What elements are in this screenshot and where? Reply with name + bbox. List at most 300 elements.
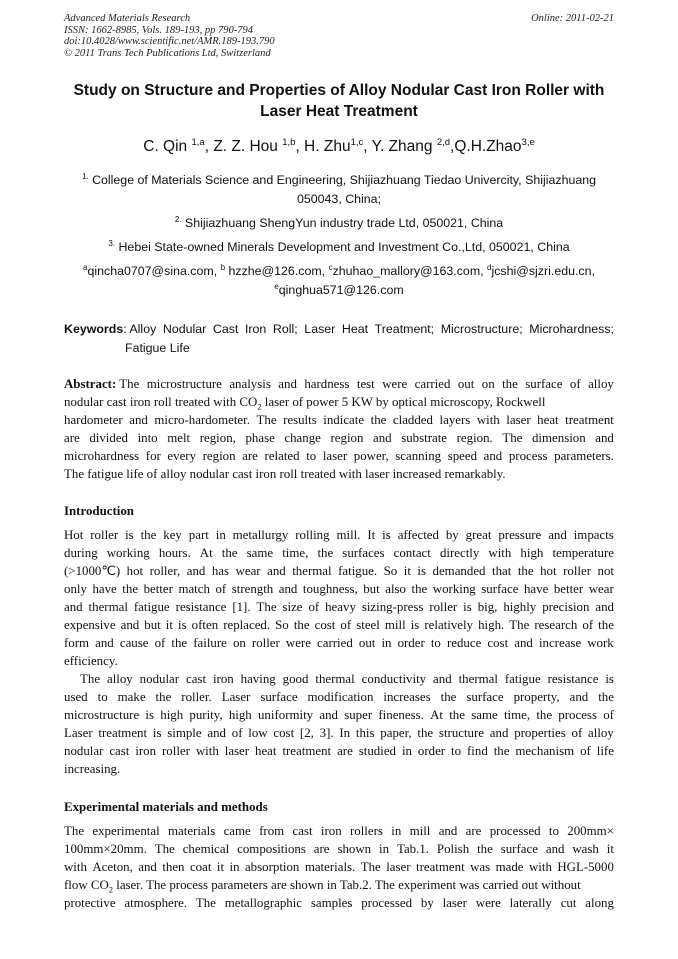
word: that bbox=[492, 564, 512, 578]
author-name: , Y. Zhang bbox=[363, 138, 437, 155]
introduction-body bbox=[64, 526, 614, 778]
word: process bbox=[558, 708, 597, 722]
word: [2, bbox=[299, 726, 314, 740]
word: conductivity bbox=[361, 672, 427, 686]
word: of bbox=[308, 600, 320, 614]
word: have bbox=[92, 582, 117, 596]
word: simple bbox=[167, 726, 202, 740]
word: hardness bbox=[304, 377, 350, 391]
word: rollers bbox=[349, 824, 383, 838]
word: in bbox=[401, 744, 412, 758]
word: cause bbox=[119, 636, 149, 650]
word: mill bbox=[409, 824, 431, 838]
word: time, bbox=[282, 546, 309, 560]
word: order bbox=[417, 744, 446, 758]
word: good bbox=[282, 672, 309, 686]
author-name: C. Qin bbox=[143, 138, 192, 155]
word: and bbox=[138, 860, 157, 874]
word: the bbox=[477, 842, 493, 856]
word: the bbox=[411, 582, 428, 596]
email-link[interactable]: qinghua571@126.com bbox=[278, 283, 404, 297]
word: reduce bbox=[446, 636, 482, 650]
word: The bbox=[154, 842, 175, 856]
word: studied bbox=[358, 744, 396, 758]
word: structure bbox=[438, 726, 485, 740]
word: indicate bbox=[323, 413, 365, 427]
keyword-word: Fatigue Life bbox=[125, 341, 190, 355]
word: are bbox=[242, 449, 258, 463]
email-link[interactable]: zhuhao_mallory@163.com, bbox=[332, 264, 488, 278]
word: compositions bbox=[237, 842, 306, 856]
word: substrate bbox=[401, 431, 448, 445]
word: power, bbox=[353, 449, 389, 463]
word: It bbox=[367, 528, 376, 542]
author-emails bbox=[60, 262, 618, 300]
keyword-word: Iron bbox=[244, 322, 267, 336]
word: same bbox=[246, 546, 274, 560]
word: analysis bbox=[229, 377, 271, 391]
word: The bbox=[502, 431, 523, 445]
section-heading-experimental: Experimental materials and methods bbox=[64, 800, 268, 814]
word: layers bbox=[439, 413, 471, 427]
word: by bbox=[445, 528, 459, 542]
word: great bbox=[465, 528, 492, 542]
word: surface bbox=[500, 842, 538, 856]
word: replaced. bbox=[223, 618, 271, 632]
word: the bbox=[502, 377, 518, 391]
word: cast bbox=[185, 672, 207, 686]
word: to bbox=[430, 636, 441, 650]
justified-line bbox=[64, 688, 614, 706]
word: processed bbox=[361, 896, 413, 910]
text-run: laser of power 5 KW by optical microscopy, Rockwell bbox=[261, 395, 546, 409]
email-mark: b bbox=[220, 262, 226, 272]
justified-line bbox=[64, 526, 614, 544]
doi-line: doi:10.4028/www.scientific.net/AMR.189-193.790 bbox=[64, 36, 275, 47]
word: region bbox=[330, 431, 364, 445]
email-mark: a bbox=[83, 262, 88, 272]
word: metallographic bbox=[224, 896, 303, 910]
word: iron bbox=[135, 744, 157, 758]
email-mark: d bbox=[487, 262, 492, 272]
journal-header bbox=[64, 13, 275, 59]
word: the bbox=[598, 618, 614, 632]
keyword-word: Laser bbox=[304, 322, 336, 336]
word: modification bbox=[307, 690, 374, 704]
word: treatment bbox=[282, 744, 332, 758]
journal-name: Advanced Materials Research bbox=[64, 13, 191, 24]
author-name: , Z. Z. Hou bbox=[204, 138, 283, 155]
word: microstructure bbox=[146, 377, 222, 391]
word: not bbox=[597, 564, 614, 578]
author-affil-mark: 1,b bbox=[282, 136, 296, 148]
word: coat bbox=[189, 860, 212, 874]
word: of bbox=[582, 618, 594, 632]
word: is bbox=[605, 672, 614, 686]
keyword-word: Roll; bbox=[272, 322, 298, 336]
word: hours. bbox=[158, 546, 191, 560]
word: out bbox=[457, 377, 475, 391]
word: (>1000℃) bbox=[64, 564, 121, 578]
word: cut bbox=[560, 896, 577, 910]
word: the bbox=[221, 546, 238, 560]
subscript: 2 bbox=[108, 884, 114, 895]
word: precision bbox=[542, 600, 590, 614]
email-link[interactable]: hzzhe@126.com, bbox=[225, 264, 329, 278]
affil-text: Shijiazhuang ShengYun industry trade Ltd, 050021, China bbox=[181, 216, 504, 230]
word: are bbox=[465, 824, 482, 838]
word: part bbox=[188, 528, 209, 542]
justified-line bbox=[64, 616, 614, 634]
paper-title bbox=[58, 80, 620, 122]
word: also bbox=[385, 582, 406, 596]
word: made bbox=[495, 860, 524, 874]
text-run bbox=[64, 393, 545, 411]
word: The bbox=[256, 413, 277, 427]
word: and bbox=[438, 824, 458, 838]
word: and bbox=[373, 431, 392, 445]
word: surface bbox=[466, 690, 504, 704]
word: alloy bbox=[588, 726, 614, 740]
word: to bbox=[97, 690, 108, 704]
word: and bbox=[489, 726, 509, 740]
word: The bbox=[64, 824, 85, 838]
author-list bbox=[40, 137, 638, 157]
word: is bbox=[178, 618, 187, 632]
word bbox=[64, 375, 139, 393]
word: the bbox=[140, 528, 157, 542]
word: of bbox=[571, 726, 583, 740]
word: on bbox=[481, 377, 495, 391]
copyright-line: © 2011 Trans Tech Publications Ltd, Switzerland bbox=[64, 47, 271, 59]
word: surface bbox=[481, 582, 519, 596]
word: to bbox=[451, 744, 462, 758]
word: laser bbox=[322, 449, 348, 463]
word: form bbox=[64, 636, 90, 650]
word: better bbox=[553, 582, 584, 596]
word: expensive bbox=[64, 618, 116, 632]
justified-line bbox=[64, 580, 614, 598]
word: pressure bbox=[498, 528, 542, 542]
word: heavy bbox=[325, 600, 356, 614]
keyword-word: Microstructure; bbox=[440, 322, 523, 336]
keywords-label: Keywords bbox=[64, 322, 124, 336]
word: demanded bbox=[432, 564, 486, 578]
word: 200mm× bbox=[567, 824, 614, 838]
word: metallurgy bbox=[232, 528, 289, 542]
word: work bbox=[587, 636, 614, 650]
word: treatment bbox=[98, 726, 148, 740]
word: Aceton, bbox=[92, 860, 133, 874]
affil-text: 050043, China; bbox=[296, 192, 382, 206]
word: and bbox=[207, 726, 226, 740]
word: impacts bbox=[573, 528, 614, 542]
word: super bbox=[344, 708, 373, 722]
word: Laser bbox=[64, 726, 93, 740]
text-line: efficiency. bbox=[64, 654, 118, 668]
word: of bbox=[569, 377, 581, 391]
word: working bbox=[106, 546, 150, 560]
word: from bbox=[259, 824, 285, 838]
word: region bbox=[202, 449, 236, 463]
keyword-word: Treatment; bbox=[374, 322, 435, 336]
word: At bbox=[199, 546, 213, 560]
word: thermal bbox=[88, 600, 128, 614]
word: and bbox=[267, 564, 286, 578]
word: is bbox=[125, 528, 134, 542]
abstract-paragraph bbox=[64, 375, 614, 483]
word: are bbox=[64, 431, 80, 445]
word: laser bbox=[386, 860, 411, 874]
word: but bbox=[363, 582, 380, 596]
word: The bbox=[80, 672, 101, 686]
word: the bbox=[370, 413, 387, 427]
justified-line bbox=[64, 598, 614, 616]
word: shown bbox=[337, 842, 372, 856]
word: cast bbox=[292, 824, 313, 838]
word: high bbox=[520, 546, 544, 560]
word: roller bbox=[429, 600, 458, 614]
text-line: increasing. bbox=[64, 762, 121, 776]
word: In bbox=[339, 726, 351, 740]
word: of bbox=[154, 636, 166, 650]
word: are bbox=[313, 842, 330, 856]
justified-line bbox=[64, 724, 614, 742]
word: and bbox=[569, 690, 589, 704]
word: property, bbox=[513, 690, 560, 704]
keyword-word: Heat bbox=[341, 322, 369, 336]
word: and bbox=[120, 618, 140, 632]
word: the bbox=[122, 582, 139, 596]
word: and bbox=[545, 842, 565, 856]
word: highly bbox=[503, 600, 537, 614]
word: and bbox=[278, 377, 297, 391]
word: only bbox=[64, 582, 87, 596]
email-mark: e bbox=[274, 281, 279, 291]
word: size bbox=[282, 600, 303, 614]
word: have bbox=[523, 582, 549, 596]
affiliation-1 bbox=[60, 171, 618, 209]
word: steel bbox=[356, 618, 380, 632]
word: roller bbox=[563, 564, 591, 578]
word: melt bbox=[167, 431, 191, 445]
word: absorption bbox=[244, 860, 300, 874]
word: by bbox=[420, 896, 434, 910]
justified-line bbox=[64, 670, 614, 688]
word: [1]. bbox=[232, 600, 251, 614]
author-name: ,Q.H.Zhao bbox=[450, 138, 522, 155]
word: working bbox=[432, 582, 476, 596]
word: atmosphere. bbox=[124, 896, 188, 910]
word: the bbox=[171, 636, 188, 650]
author-affil-mark: 1,c bbox=[350, 136, 364, 148]
author-name: , H. Zhu bbox=[295, 138, 351, 155]
word: hot bbox=[540, 564, 557, 578]
word: The bbox=[119, 377, 140, 391]
word: HGL-5000 bbox=[557, 860, 614, 874]
word: materials bbox=[168, 824, 216, 838]
word: iron bbox=[212, 672, 234, 686]
word: materials. bbox=[304, 860, 356, 874]
text-run bbox=[64, 876, 581, 894]
word: is bbox=[417, 564, 427, 578]
subscript: 2 bbox=[257, 401, 262, 412]
word: and bbox=[595, 600, 614, 614]
word: surface bbox=[260, 690, 298, 704]
word: Tab.1. bbox=[396, 842, 429, 856]
word: and bbox=[483, 449, 503, 463]
word: was bbox=[470, 860, 491, 874]
word: parameters. bbox=[554, 449, 614, 463]
word: with bbox=[195, 744, 219, 758]
word: properties bbox=[514, 726, 566, 740]
word: So bbox=[275, 618, 289, 632]
affil-mark: 2. bbox=[174, 214, 182, 224]
word: has bbox=[211, 564, 230, 578]
word: The bbox=[256, 600, 277, 614]
word: in bbox=[215, 528, 226, 542]
word: were bbox=[382, 377, 408, 391]
keyword-word: Nodular bbox=[162, 322, 207, 336]
text-run: flow CO bbox=[64, 878, 109, 892]
word: laterally bbox=[509, 896, 552, 910]
word: wear bbox=[235, 564, 261, 578]
email-link[interactable]: jcshi@sjzri.edu.cn, bbox=[491, 264, 595, 278]
word: of bbox=[580, 744, 591, 758]
abstract-label: Abstract: bbox=[64, 377, 117, 391]
word: treatment bbox=[565, 413, 614, 427]
word: and bbox=[186, 564, 206, 578]
word: the bbox=[449, 708, 465, 722]
word: key bbox=[163, 528, 182, 542]
word: the bbox=[440, 690, 457, 704]
word: failure bbox=[193, 636, 227, 650]
word: fatigue bbox=[133, 600, 170, 614]
word: results bbox=[283, 413, 317, 427]
word: the bbox=[317, 546, 334, 560]
word: find bbox=[467, 744, 488, 758]
word: low bbox=[248, 726, 268, 740]
text-run: nodular cast iron roll treated with CO bbox=[64, 395, 258, 409]
word: toughness, bbox=[302, 582, 358, 596]
word: purity, bbox=[189, 708, 223, 722]
word: in bbox=[391, 824, 402, 838]
word: it bbox=[403, 564, 411, 578]
word: it bbox=[606, 842, 614, 856]
word: The bbox=[509, 618, 530, 632]
word: and bbox=[433, 672, 452, 686]
word: roller bbox=[251, 636, 280, 650]
keyword-word: Microhardness; bbox=[529, 322, 614, 336]
word: mill bbox=[384, 618, 406, 632]
word: the bbox=[536, 708, 553, 722]
word: At bbox=[430, 708, 443, 722]
word: roller bbox=[162, 744, 190, 758]
keywords-block bbox=[64, 320, 614, 358]
justified-line bbox=[64, 840, 614, 858]
word: and bbox=[595, 431, 614, 445]
word: thermal bbox=[458, 672, 498, 686]
word: change bbox=[284, 431, 321, 445]
word: process bbox=[508, 449, 548, 463]
word: the bbox=[417, 726, 434, 740]
word: region, bbox=[199, 431, 236, 445]
word: are bbox=[337, 744, 353, 758]
word: is bbox=[145, 708, 155, 722]
word: in bbox=[229, 860, 240, 874]
word: wash bbox=[572, 842, 599, 856]
word: heat bbox=[537, 413, 559, 427]
word: to bbox=[306, 449, 317, 463]
section-heading-introduction: Introduction bbox=[64, 504, 134, 518]
author-affil-mark: 1,a bbox=[191, 136, 205, 148]
word: and bbox=[129, 413, 148, 427]
word: but bbox=[144, 618, 161, 632]
word: high bbox=[160, 708, 184, 722]
word: relatively bbox=[424, 618, 474, 632]
word: used bbox=[64, 690, 88, 704]
word: Hot bbox=[64, 528, 84, 542]
word: came bbox=[223, 824, 251, 838]
word: and bbox=[319, 708, 338, 722]
online-date: Online: 2011-02-21 bbox=[531, 13, 614, 24]
justified-line bbox=[64, 393, 614, 411]
word: out bbox=[358, 636, 376, 650]
word: resistance bbox=[547, 672, 599, 686]
word: test bbox=[356, 377, 375, 391]
word: experimental bbox=[92, 824, 160, 838]
word: to bbox=[548, 824, 559, 838]
word: laser bbox=[506, 413, 531, 427]
word: with bbox=[528, 860, 552, 874]
word: and bbox=[64, 600, 83, 614]
word: carried bbox=[414, 377, 451, 391]
word: wear bbox=[588, 582, 614, 596]
word: micro-hardometer. bbox=[154, 413, 250, 427]
word: roller. bbox=[181, 690, 212, 704]
word: cost bbox=[314, 618, 336, 632]
word: Laser bbox=[221, 690, 251, 704]
word: carried bbox=[317, 636, 353, 650]
word: with bbox=[64, 860, 87, 874]
word: Polish bbox=[436, 842, 470, 856]
text-line: The fatigue life of alloy nodular cast iron roll treated with laser increased remarkably. bbox=[64, 467, 506, 481]
word: heat bbox=[255, 744, 277, 758]
email-link[interactable]: qincha0707@sina.com, bbox=[87, 264, 221, 278]
justified-line bbox=[64, 634, 614, 652]
word: this bbox=[355, 726, 375, 740]
word: it bbox=[216, 860, 225, 874]
justified-line bbox=[64, 858, 614, 876]
affil-mark: 3. bbox=[108, 238, 116, 248]
affiliation-2 bbox=[60, 214, 618, 233]
word: make bbox=[117, 690, 146, 704]
word: related bbox=[264, 449, 300, 463]
word: is bbox=[410, 618, 420, 632]
justified-line bbox=[64, 429, 614, 447]
word: on bbox=[232, 636, 246, 650]
word: of bbox=[340, 618, 352, 632]
word: of bbox=[231, 726, 243, 740]
word: and bbox=[95, 636, 114, 650]
word: in bbox=[381, 636, 392, 650]
word: same bbox=[471, 708, 498, 722]
justified-line bbox=[64, 742, 614, 760]
word: having bbox=[240, 672, 276, 686]
word: then bbox=[162, 860, 185, 874]
word: it bbox=[165, 618, 173, 632]
word: life bbox=[596, 744, 614, 758]
